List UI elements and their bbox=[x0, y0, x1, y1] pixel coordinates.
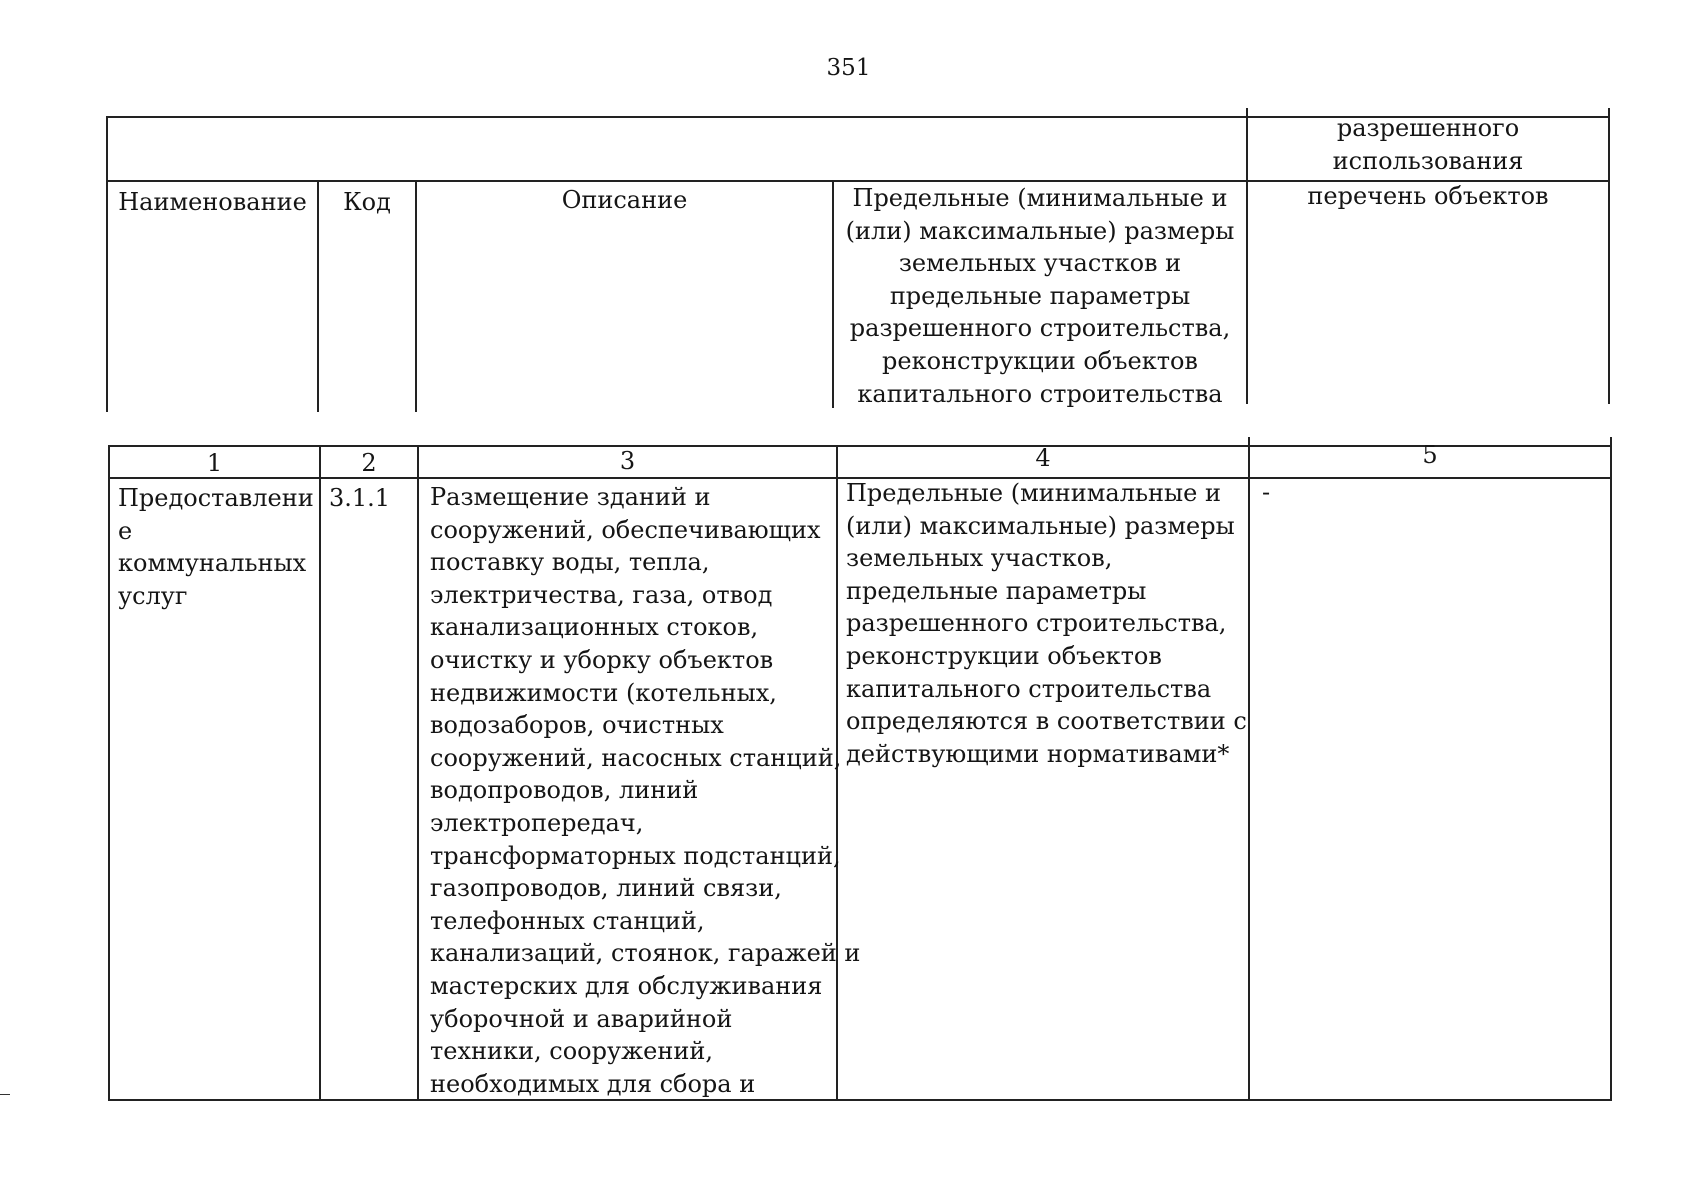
row-limits bbox=[846, 477, 1247, 770]
row-description-line: уборочной и аварийной bbox=[430, 1004, 733, 1033]
row-description-line: поставку воды, тепла, bbox=[430, 548, 710, 577]
row-name-line: услуг bbox=[118, 581, 188, 610]
row-description-line: Размещение зданий и bbox=[430, 483, 711, 511]
row-limits-line: действующими нормативами* bbox=[846, 739, 1230, 768]
row-description-line: электричества, газа, отвод bbox=[430, 580, 773, 609]
column-header-description: Описание bbox=[561, 186, 688, 214]
row-limits-line: (или) максимальные) размеры bbox=[846, 511, 1235, 540]
row-description-line: техники, сооружений, bbox=[430, 1037, 713, 1066]
table-border bbox=[417, 445, 419, 1101]
table-border bbox=[110, 1099, 1612, 1101]
column-header-limits-line: (или) максимальные) размеры bbox=[845, 216, 1235, 245]
column-header-limits bbox=[834, 182, 1246, 410]
column-number-5: 5 bbox=[1422, 441, 1438, 469]
row-description-line: трансформаторных подстанций, bbox=[430, 841, 841, 870]
row-description-line: канализаций, стоянок, гаражей и bbox=[430, 939, 861, 968]
table-border bbox=[106, 116, 108, 412]
page-number: 351 bbox=[826, 55, 871, 81]
row-limits-line: капитального строительства bbox=[846, 674, 1212, 703]
row-description-line: водопроводов, линий bbox=[430, 776, 699, 805]
column-number-1: 1 bbox=[206, 449, 223, 477]
row-limits-line: разрешенного строительства, bbox=[846, 609, 1227, 638]
column-header-limits-line: предельные параметры bbox=[889, 281, 1191, 310]
row-limits-line: определяются в соответствии с bbox=[846, 707, 1247, 736]
table-border bbox=[1610, 437, 1612, 1101]
table-border bbox=[108, 445, 110, 1101]
row-description-line: сооружений, обеспечивающих bbox=[430, 515, 821, 544]
row-name-line: коммунальных bbox=[118, 549, 307, 578]
column-header-limits-line: разрешенного строительства, bbox=[849, 314, 1231, 343]
row-description-line: канализационных стоков, bbox=[430, 613, 759, 642]
header-caption-line: использования bbox=[1332, 146, 1524, 175]
row-description-line: телефонных станций, bbox=[430, 906, 705, 935]
table-border bbox=[1608, 108, 1610, 404]
row-name-line: е bbox=[118, 516, 133, 545]
column-header-objects: перечень объектов bbox=[1307, 182, 1549, 210]
row-name-line: Предоставлени bbox=[118, 484, 314, 512]
row-description-line: газопроводов, линий связи, bbox=[430, 874, 782, 903]
column-header-limits-line: реконструкции объектов bbox=[882, 346, 1198, 375]
column-number-2: 2 bbox=[361, 449, 377, 477]
margin-mark bbox=[0, 1094, 10, 1095]
row-limits-line: Предельные (минимальные и bbox=[846, 479, 1221, 507]
column-header-code: Код bbox=[343, 188, 391, 216]
row-code: 3.1.1 bbox=[329, 484, 391, 512]
row-description-line: сооружений, насосных станций, bbox=[430, 743, 842, 772]
column-number-4: 4 bbox=[1035, 444, 1051, 472]
row-description bbox=[430, 481, 860, 1100]
header-caption-line: разрешенного bbox=[1336, 114, 1520, 142]
row-description-line: недвижимости (котельных, bbox=[430, 678, 777, 707]
header-caption bbox=[1248, 112, 1608, 177]
row-limits-line: земельных участков, bbox=[846, 544, 1113, 573]
row-description-line: необходимых для сбора и bbox=[430, 1069, 756, 1098]
row-description-line: очистку и уборку объектов bbox=[430, 645, 774, 674]
column-header-name: Наименование bbox=[118, 188, 307, 216]
row-limits-line: предельные параметры bbox=[846, 576, 1147, 605]
column-number-3: 3 bbox=[619, 447, 636, 475]
row-description-line: водозаборов, очистных bbox=[430, 711, 724, 740]
column-header-limits-line: капитального строительства bbox=[857, 379, 1223, 408]
table-border bbox=[319, 445, 321, 1101]
row-name bbox=[118, 482, 314, 612]
table-border bbox=[1248, 437, 1250, 1101]
row-limits-line: реконструкции объектов bbox=[846, 641, 1162, 670]
row-objects: - bbox=[1262, 478, 1271, 506]
column-header-limits-line: земельных участков и bbox=[898, 249, 1182, 278]
column-header-limits-line: Предельные (минимальные и bbox=[852, 184, 1228, 212]
row-description-line: мастерских для обслуживания bbox=[430, 971, 823, 1000]
row-description-line: электропередач, bbox=[430, 808, 644, 837]
